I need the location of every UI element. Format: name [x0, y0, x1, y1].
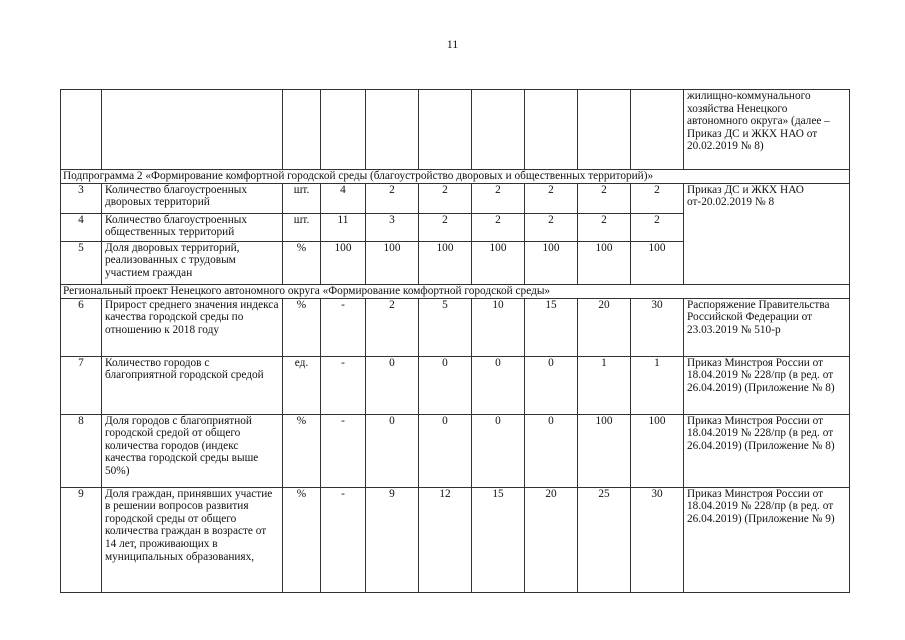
- value-cell: 15: [472, 487, 525, 592]
- num-cell: [61, 90, 102, 170]
- unit-cell: %: [283, 487, 321, 592]
- value-cell: 2: [631, 183, 684, 213]
- value-cell: 1: [578, 356, 631, 414]
- row-number: 3: [61, 183, 102, 213]
- value-cell: 2: [366, 183, 419, 213]
- regional-project-title: Региональный проект Ненецкого автономного округа «Формирование комфортной городской среды»: [61, 284, 850, 298]
- table-row: [61, 298, 850, 356]
- value-cell: 3: [366, 213, 419, 241]
- value-cell: 2: [631, 213, 684, 241]
- indicator-name: Доля городов с благоприятной городской средой от общего количества городов (индекс качества городской среды выше 50%): [102, 414, 283, 487]
- row-number: 9: [61, 487, 102, 592]
- value-cell: [631, 90, 684, 170]
- value-cell: 5: [419, 298, 472, 356]
- value-cell: 15: [525, 298, 578, 356]
- value-cell: 2: [525, 183, 578, 213]
- reference-cell: Приказ Минстроя России от 18.04.2019 № 228/пр (в ред. от 26.04.2019) (Приложение № 8): [684, 356, 850, 414]
- value-cell: 11: [321, 213, 366, 241]
- indicators-table: [60, 89, 850, 593]
- unit-cell: %: [283, 298, 321, 356]
- name-cell: [102, 90, 283, 170]
- section-header-row: [61, 284, 850, 298]
- value-cell: 30: [631, 487, 684, 592]
- table-row: [61, 487, 850, 592]
- value-cell: 0: [366, 356, 419, 414]
- unit-cell: %: [283, 241, 321, 284]
- value-cell: 10: [472, 298, 525, 356]
- table-row-continued: [61, 90, 850, 170]
- indicator-name: Доля дворовых территорий, реализованных с трудовым участием граждан: [102, 241, 283, 284]
- value-cell: 0: [366, 414, 419, 487]
- value-cell: 25: [578, 487, 631, 592]
- value-cell: 2: [525, 213, 578, 241]
- value-cell: 100: [419, 241, 472, 284]
- table-row: [61, 183, 850, 213]
- reference-cell: Распоряжение Правительства Российской Федерации от 23.03.2019 № 510-р: [684, 298, 850, 356]
- reference-cell: Приказ Минстроя России от 18.04.2019 № 228/пр (в ред. от 26.04.2019) (Приложение № 9): [684, 487, 850, 592]
- value-cell: 30: [631, 298, 684, 356]
- value-cell: 100: [631, 241, 684, 284]
- unit-cell: шт.: [283, 183, 321, 213]
- value-cell: 100: [578, 414, 631, 487]
- unit-cell: %: [283, 414, 321, 487]
- value-cell: 0: [525, 356, 578, 414]
- table-row: [61, 356, 850, 414]
- subprogram-title: Подпрограмма 2 «Формирование комфортной городской среды (благоустройство дворовых и общественных территорий)»: [61, 170, 850, 184]
- value-cell: 9: [366, 487, 419, 592]
- row-number: 4: [61, 213, 102, 241]
- value-cell: 2: [578, 183, 631, 213]
- value-cell: 100: [578, 241, 631, 284]
- value-cell: [578, 90, 631, 170]
- value-cell: 0: [472, 414, 525, 487]
- indicator-name: Доля граждан, принявших участие в решении вопросов развития городской среды от общего количества граждан в возрасте от 14 лет, проживающих в муниципальных образованиях,: [102, 487, 283, 592]
- value-cell: -: [321, 298, 366, 356]
- value-cell: [525, 90, 578, 170]
- value-cell: 12: [419, 487, 472, 592]
- value-cell: 100: [525, 241, 578, 284]
- value-cell: -: [321, 487, 366, 592]
- reference-cell: Приказ Минстроя России от 18.04.2019 № 228/пр (в ред. от 26.04.2019) (Приложение № 8): [684, 414, 850, 487]
- value-cell: 100: [472, 241, 525, 284]
- unit-cell: шт.: [283, 213, 321, 241]
- value-cell: [472, 90, 525, 170]
- value-cell: 100: [321, 241, 366, 284]
- value-cell: 4: [321, 183, 366, 213]
- indicator-name: Прирост среднего значения индекса качества городской среды по отношению к 2018 году: [102, 298, 283, 356]
- indicator-name: Количество благоустроенных общественных территорий: [102, 213, 283, 241]
- value-cell: 2: [472, 183, 525, 213]
- row-number: 8: [61, 414, 102, 487]
- indicator-name: Количество благоустроенных дворовых территорий: [102, 183, 283, 213]
- value-cell: 100: [631, 414, 684, 487]
- section-header-row: [61, 170, 850, 184]
- value-cell: 2: [366, 298, 419, 356]
- unit-cell: [283, 90, 321, 170]
- value-cell: 20: [578, 298, 631, 356]
- value-cell: 2: [419, 183, 472, 213]
- page-number: 11: [446, 37, 459, 51]
- row-number: 6: [61, 298, 102, 356]
- value-cell: 20: [525, 487, 578, 592]
- value-cell: -: [321, 414, 366, 487]
- unit-cell: ед.: [283, 356, 321, 414]
- value-cell: [366, 90, 419, 170]
- value-cell: 0: [525, 414, 578, 487]
- value-cell: -: [321, 356, 366, 414]
- row-number: 7: [61, 356, 102, 414]
- value-cell: 0: [419, 356, 472, 414]
- table-row: [61, 414, 850, 487]
- value-cell: 2: [578, 213, 631, 241]
- reference-cell: Приказ ДС и ЖКХ НАО от-20.02.2019 № 8: [684, 183, 850, 284]
- indicator-name: Количество городов с благоприятной городской средой: [102, 356, 283, 414]
- value-cell: 1: [631, 356, 684, 414]
- reference-cell: жилищно-коммунального хозяйства Ненецкого автономного округа» (далее – Приказ ДС и ЖКХ НАО от 20.02.2019 № 8): [684, 90, 850, 170]
- value-cell: 2: [419, 213, 472, 241]
- value-cell: 0: [419, 414, 472, 487]
- value-cell: 0: [472, 356, 525, 414]
- value-cell: [419, 90, 472, 170]
- value-cell: 2: [472, 213, 525, 241]
- value-cell: [321, 90, 366, 170]
- row-number: 5: [61, 241, 102, 284]
- value-cell: 100: [366, 241, 419, 284]
